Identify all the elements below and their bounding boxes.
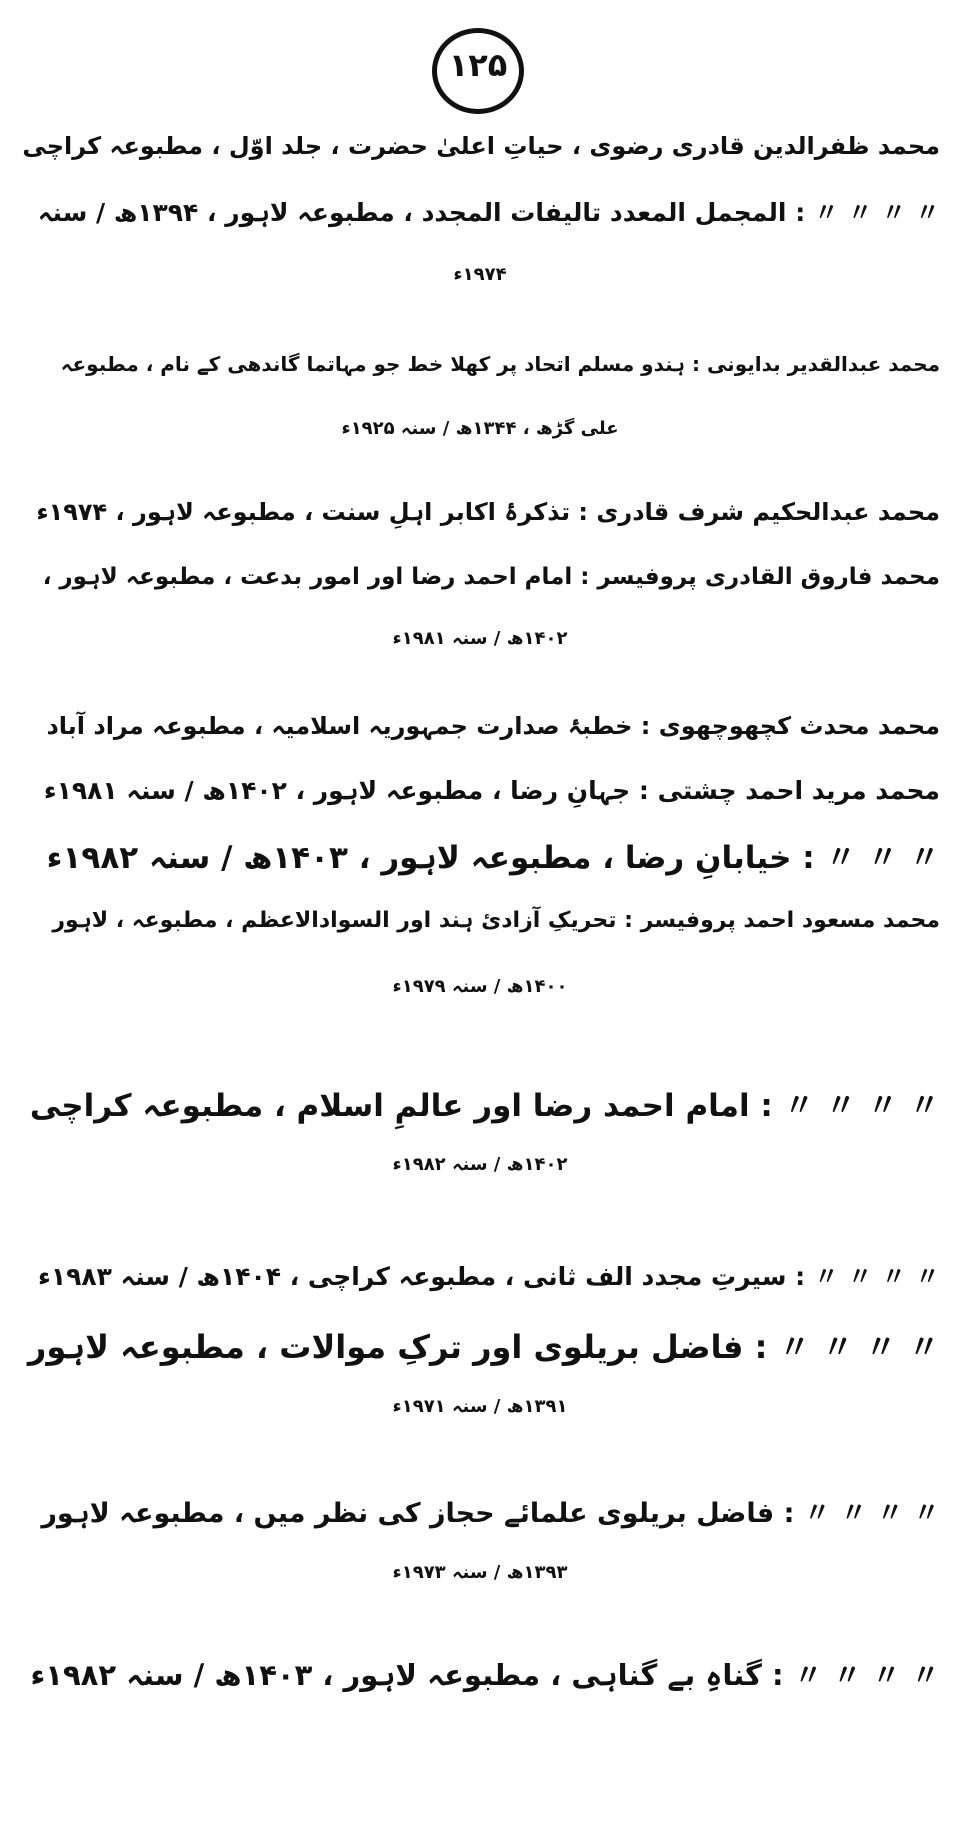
- bibliography-entry: محمد محدث کچھوچھوی : خطبۂ صدارت جمہوریہ اسلامیہ ، مطبوعہ مراد آباد: [46, 712, 940, 740]
- bibliography-entry: محمد ظفرالدین قادری رضوی ، حیاتِ اعلیٰ حضرت ، جلد اوّل ، مطبوعہ کراچی: [22, 132, 940, 160]
- bibliography-entry: 〃 〃 〃 〃 : المجمل المعدد تالیفات المجدد ، مطبوعہ لاہور ، ۱۳۹۴ھ / سنہ: [37, 198, 940, 227]
- bibliography-entry: محمد مرید احمد چشتی : جہانِ رضا ، مطبوعہ لاہور ، ۱۴۰۲ھ / سنہ ۱۹۸۱ء: [43, 776, 940, 805]
- bibliography-entry: 〃 〃 〃 〃 : سیرتِ مجدد الف ثانی ، مطبوعہ کراچی ، ۱۴۰۴ھ / سنہ ۱۹۸۳ء: [38, 1262, 940, 1291]
- bibliography-entry: محمد عبدالحکیم شرف قادری : تذکرۂ اکابر اہلِ سنت ، مطبوعہ لاہور ، ۱۹۷۴ء: [36, 498, 940, 526]
- bibliography-entry: 〃 〃 〃 〃 : امام احمد رضا اور عالمِ اسلام ، مطبوعہ کراچی: [29, 1088, 940, 1124]
- bibliography-entry: محمد مسعود احمد پروفیسر : تحریکِ آزادیٔ ہند اور السوادالاعظم ، مطبوعہ ، لاہور: [52, 908, 940, 933]
- bibliography-entry: 〃 〃 〃 : خیابانِ رضا ، مطبوعہ لاہور ، ۱۴۰۳ھ / سنہ ۱۹۸۲ء: [46, 840, 940, 876]
- bibliography-entry-continuation: ۱۳۹۳ھ / سنہ ۱۹۷۳ء: [392, 1562, 568, 1583]
- bibliography-entry-continuation: ۱۳۹۱ھ / سنہ ۱۹۷۱ء: [392, 1396, 568, 1417]
- bibliography-entry-continuation: ۱۹۷۴ء: [453, 264, 507, 285]
- page-number: ۱۲۵: [448, 46, 508, 84]
- bibliography-entry-continuation: ۱۴۰۰ھ / سنہ ۱۹۷۹ء: [392, 976, 568, 997]
- bibliography-entry-continuation: علی گڑھ ، ۱۳۴۴ھ / سنہ ۱۹۲۵ء: [341, 418, 619, 439]
- bibliography-entry-continuation: ۱۴۰۲ھ / سنہ ۱۹۸۲ء: [392, 1154, 568, 1175]
- bibliography-entry-continuation: ۱۴۰۲ھ / سنہ ۱۹۸۱ء: [392, 628, 568, 649]
- bibliography-entry: 〃 〃 〃 〃 : گناہِ بے گناہی ، مطبوعہ لاہور ، ۱۴۰۳ھ / سنہ ۱۹۸۲ء: [30, 1658, 940, 1692]
- bibliography-entry: محمد فاروق القادری پروفیسر : امام احمد رضا اور امور بدعت ، مطبوعہ لاہور ،: [42, 564, 940, 590]
- bibliography-entry: محمد عبدالقدیر بدایونی : ہندو مسلم اتحاد پر کھلا خط جو مہاتما گاندھی کے نام ، مطبوعہ: [60, 352, 940, 376]
- bibliography-entry: 〃 〃 〃 〃 : فاضل بریلوی اور ترکِ موالات ، مطبوعہ لاہور: [27, 1328, 940, 1366]
- bibliography-entry: 〃 〃 〃 〃 : فاضل بریلوی علمائے حجاز کی نظر میں ، مطبوعہ لاہور: [41, 1498, 940, 1529]
